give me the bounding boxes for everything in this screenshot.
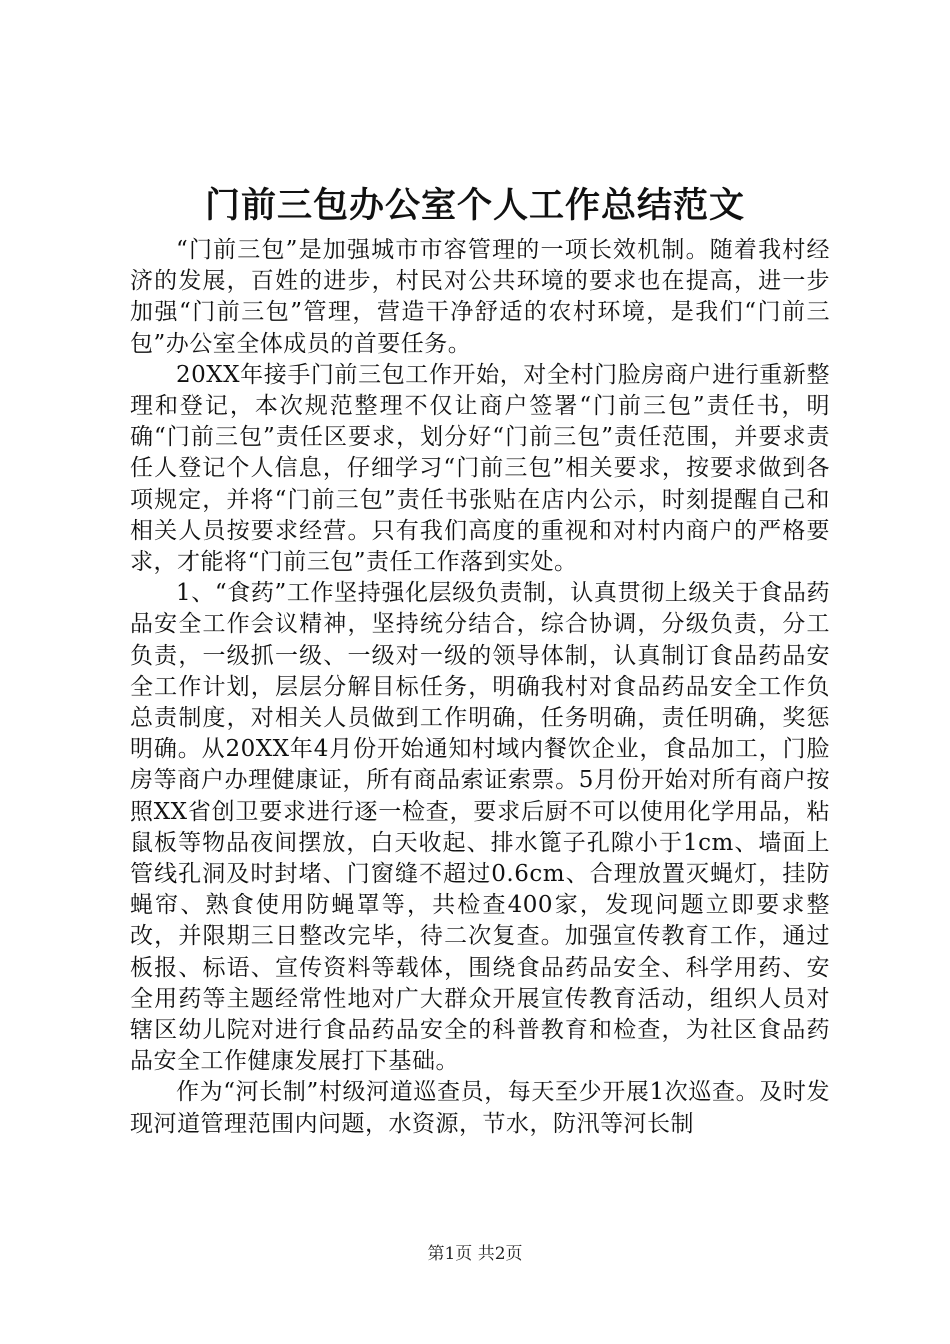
paragraph-river-chief: 作为“河长制”村级河道巡查员，每天至少开展1次巡查。及时发现河道管理范围内问题，水资源，节水，防汛等河长制 [130, 1079, 830, 1137]
document-body [130, 235, 830, 1140]
page-footer: 第1页 共2页 [427, 1244, 523, 1264]
paragraph-registration: 20XX年接手门前三包工作开始，对全村门脸房商户进行重新整理和登记，本次规范整理不仅让商户签署“门前三包”责任书，明确“门前三包”责任区要求，划分好“门前三包”责任范围，并要求责任人登记个人信息，仔细学习“门前三包”相关要求，按要求做到各项规定，并将“门前三包”责任书张贴在店内公示，时刻提醒自己和相关人员按要求经营。只有我们高度的重视和对村内商户的严格要求，才能将“门前三包”责任工作落到实处。 [130, 361, 830, 576]
paragraph-intro: “门前三包”是加强城市市容管理的一项长效机制。随着我村经济的发展，百姓的进步，村民对公共环境的要求也在提高，进一步加强“门前三包”管理，营造干净舒适的农村环境，是我们“门前三包”办公室全体成员的首要任务。 [130, 237, 830, 357]
paragraph-food-drug: 1、“食药”工作坚持强化层级负责制，认真贯彻上级关于食品药品安全工作会议精神，坚持统分结合，综合协调，分级负责，分工负责，一级抓一级、一级对一级的领导体制，认真制订食品药品安全工作计划，层层分解目标任务，明确我村对食品药品安全工作负总责制度，对相关人员做到工作明确，任务明确，责任明确，奖惩明确。从20XX年4月份开始通知村域内餐饮企业，食品加工，门脸房等商户办理健康证，所有商品索证索票。5月份开始对所有商户按照XX省创卫要求进行逐一检查，要求后厨不可以使用化学用品，粘鼠板等物品夜间摆放，白天收起、排水篦子孔隙小于1cm、墙面上管线孔洞及时封堵、门窗缝不超过0.6cm、合理放置灭蝇灯，挂防蝇帘、熟食使用防蝇罩等，共检查400家，发现问题立即要求整改，并限期三日整改完毕，待二次复查。加强宣传教育工作，通过板报、标语、宣传资料等载体，围绕食品药品安全、科学用药、安全用药等主题经常性地对广大群众开展宣传教育活动，组织人员对辖区幼儿院对进行食品药品安全的科普教育和检查，为社区食品药品安全工作健康发展打下基础。 [130, 580, 830, 1075]
document-title: 门前三包办公室个人工作总结范文 [204, 185, 745, 226]
